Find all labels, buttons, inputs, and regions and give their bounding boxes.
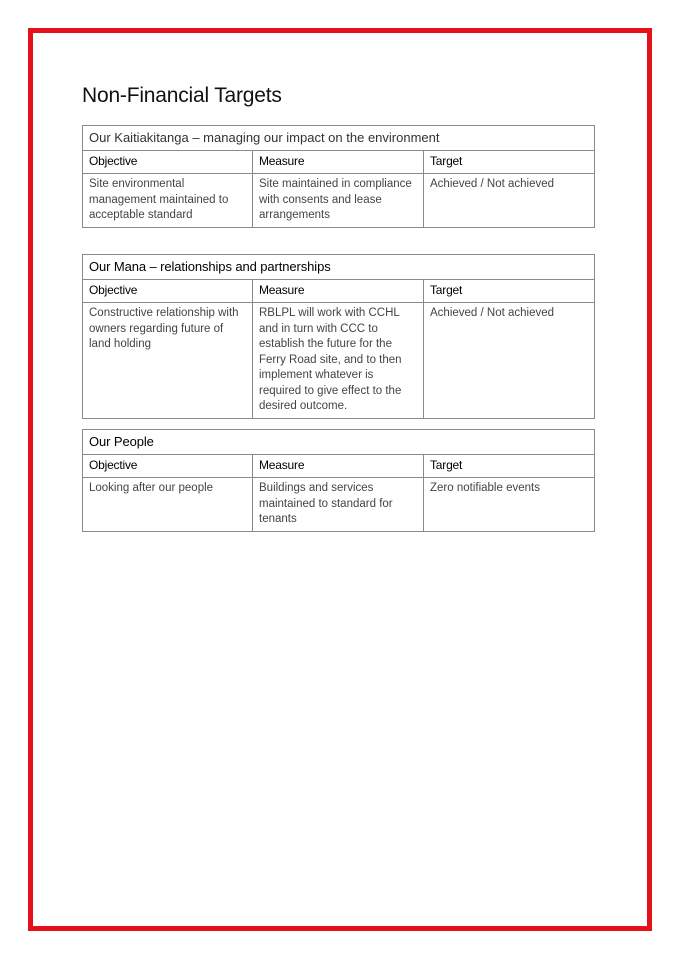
header-target: Target [424,455,595,478]
kaitiakitanga-table [82,125,595,228]
measure-cell: Site maintained in compliance with consents and lease arrangements [253,174,424,228]
objective-cell: Looking after our people [83,478,253,532]
mana-table [82,254,595,419]
header-objective: Objective [83,151,253,174]
header-measure: Measure [253,280,424,303]
table-caption: Our People [83,430,595,455]
page-title: Non-Financial Targets [82,84,282,107]
measure-cell: RBLPL will work with CCHL and in turn with CCC to establish the future for the Ferry Road site, and to then implement whatever is required to give effect to the desired outcome. [253,303,424,419]
target-cell: Zero notifiable events [424,478,595,532]
measure-cell: Buildings and services maintained to standard for tenants [253,478,424,532]
header-objective: Objective [83,455,253,478]
table-row [83,303,595,419]
target-cell: Achieved / Not achieved [424,174,595,228]
table-caption: Our Mana – relationships and partnerships [83,255,595,280]
people-table [82,429,595,532]
header-target: Target [424,151,595,174]
table-caption: Our Kaitiakitanga – managing our impact on the environment [83,126,595,151]
table-row [83,478,595,532]
objective-cell: Constructive relationship with owners regarding future of land holding [83,303,253,419]
header-objective: Objective [83,280,253,303]
header-target: Target [424,280,595,303]
header-measure: Measure [253,151,424,174]
objective-cell: Site environmental management maintained to acceptable standard [83,174,253,228]
target-cell: Achieved / Not achieved [424,303,595,419]
header-measure: Measure [253,455,424,478]
table-row [83,174,595,228]
